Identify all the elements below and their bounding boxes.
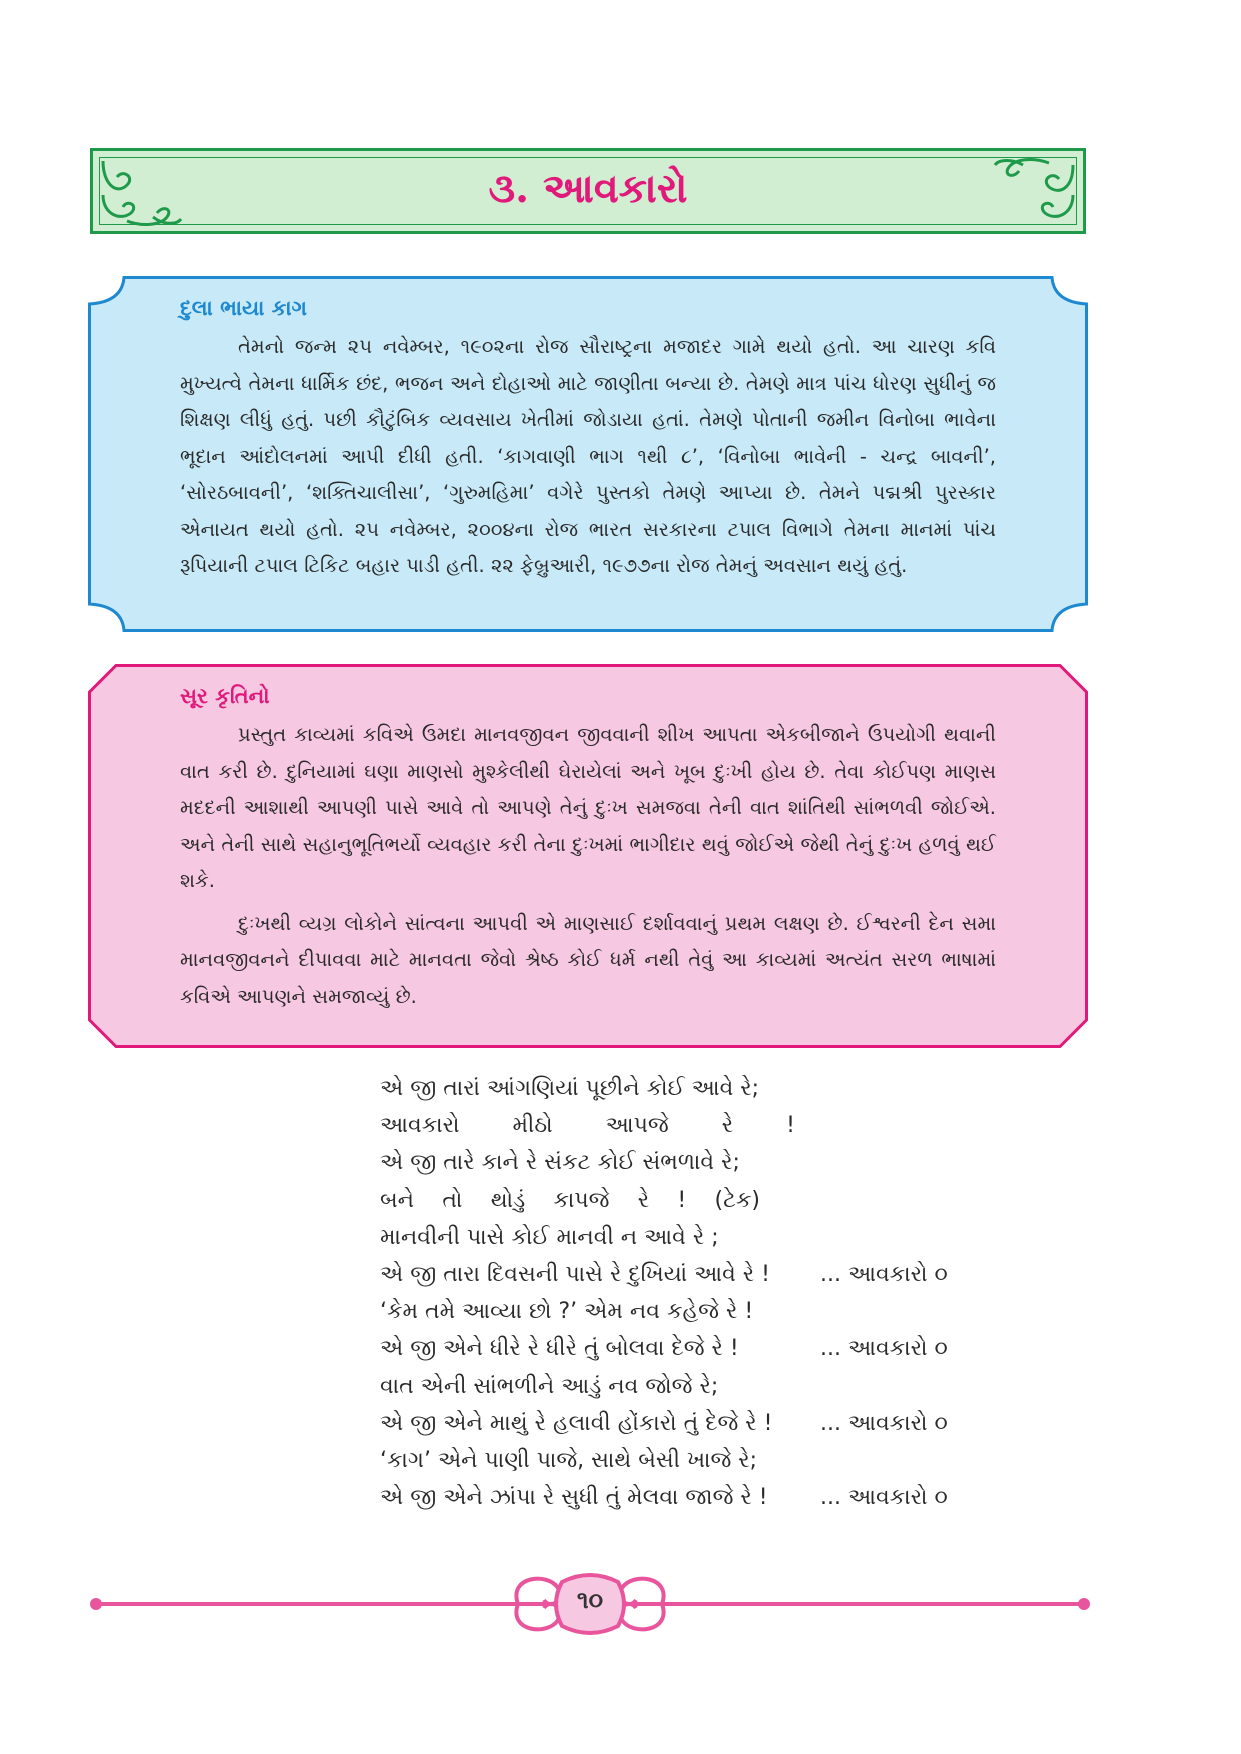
chapter-title: ૩. આવકારો <box>488 165 688 212</box>
poet-name-heading: દુલા ભાયા કાગ <box>180 296 307 320</box>
poem-line-text: માનવીની પાસે કોઈ માનવી ન આવે રે ; <box>380 1224 719 1250</box>
poem-refrain: ... આવકારો ૦ <box>820 1410 948 1436</box>
appreciation-heading: સૂર કૃતિનો <box>180 684 270 708</box>
poem-line <box>380 1293 1000 1330</box>
chapter-title-banner <box>90 148 1086 234</box>
poem <box>380 1070 1000 1516</box>
poem-line <box>380 1107 1000 1144</box>
poem-line-text: બને તો થોડું કાપજે રે ! (ટેક) <box>380 1187 760 1213</box>
appreciation-box <box>88 664 1088 1048</box>
poem-line <box>380 1182 1000 1219</box>
poem-line-text: ‘કેમ તમે આવ્યા છો ?’ એમ નવ કહેજે રે ! <box>380 1299 754 1325</box>
appreciation-paragraph: દુઃખથી વ્યગ્ર લોકોને સાંત્વના આપવી એ માણસાઈ દર્શાવવાનું પ્રથમ લક્ષણ છે. ઈશ્વરની દેન સમા માનવજીવનને દીપાવવા માટે માનવતા જેવો શ્રેષ્ઠ કોઈ ધર્મ નથી તેવું આ કાવ્યમાં અત્યંત સરળ ભાષામાં કવિએ આપણને સમજાવ્યું છે. <box>180 911 996 1008</box>
poem-line <box>380 1330 1000 1367</box>
poem-line-text: એ જી તારા દિવસની પાસે રે દુખિયાં આવે રે ! <box>380 1261 770 1287</box>
page-number: ૧૦ <box>576 1586 604 1614</box>
poem-line-text: એ જી એને ધીરે રે ધીરે તું બોલવા દેજે રે ! <box>380 1336 739 1362</box>
poem-line <box>380 1219 1000 1256</box>
poem-line-text: વાત એની સાંભળીને આડું નવ જોજે રે; <box>380 1373 719 1399</box>
poem-line <box>380 1479 1000 1516</box>
poem-line-text: આવકારો મીઠો આપજે રે ! <box>380 1113 795 1139</box>
appreciation-paragraph: પ્રસ્તુત કાવ્યમાં કવિએ ઉમદા માનવજીવન જીવવાની શીખ આપતા એકબીજાને ઉપયોગી થવાની વાત કરી છે. દુનિયામાં ઘણા માણસો મુશ્કેલીથી ઘેરાયેલાં અને ખૂબ દુઃખી હોય છે. તેવા કોઈપણ માણસ મદદની આશાથી આપણી પાસે આવે તો આપણે તેનું દુઃખ સમજવા તેની વાત શાંતિથી સાંભળવી જોઈએ. અને તેની સાથે સહાનુભૂતિભર્યો વ્યવહાર કરી તેના દુઃખમાં ભાગીદાર થવું જોઈએ જેથી તેનું દુઃખ હળવું થઈ શકે. <box>180 723 996 892</box>
poet-bio-box <box>88 276 1088 632</box>
poem-line <box>380 1405 1000 1442</box>
poem-line-text: ‘કાગ’ એને પાણી પાજે, સાથે બેસી ખાજે રે; <box>380 1447 758 1473</box>
poet-bio-text: તેમનો જન્મ ૨૫ નવેમ્બર, ૧૯૦૨ના રોજ સૌરાષ્ટ્રના મજાદર ગામે થયો હતો. આ ચારણ કવિ મુખ્યત્વે તેમના ધાર્મિક છંદ, ભજન અને દોહાઓ માટે જાણીતા બન્યા છે. તેમણે માત્ર પાંચ ધોરણ સુધીનું જ શિક્ષણ લીધું હતું. પછી કૌટુંબિક વ્યવસાય ખેતીમાં જોડાયા હતાં. તેમણે પોતાની જમીન વિનોબા ભાવેના ભૂદાન આંદોલનમાં આપી દીધી હતી. ‘કાગવાણી ભાગ ૧થી ૮’, ‘વિનોબા ભાવેની - ચન્દ્ર બાવની’, ‘સોરઠબાવની’, ‘શક્તિચાલીસા’, ‘ગુરુમહિમા’ વગેરે પુસ્તકો તેમણે આપ્યા છે. તેમને પદ્મશ્રી પુરસ્કાર એનાયત થયો હતો. ૨૫ નવેમ્બર, ૨૦૦૪ના રોજ ભારત સરકારના ટપાલ વિભાગે તેમના માનમાં પાંચ રૂપિયાની ટપાલ ટિકિટ બહાર પાડી હતી. ૨૨ ફેબ્રુઆરી, ૧૯૭૭ના રોજ તેમનું અવસાન થયું હતું. <box>180 335 996 577</box>
poem-line <box>380 1442 1000 1479</box>
poem-line-text: એ જી એને માથું રે હલાવી હોંકારો તું દેજે રે ! <box>380 1410 773 1436</box>
poem-line <box>380 1368 1000 1405</box>
poem-refrain: ... આવકારો ૦ <box>820 1261 948 1287</box>
poem-line-text: એ જી એને ઝાંપા રે સુધી તું મેલવા જાજે રે ! <box>380 1485 768 1511</box>
page-footer <box>88 1570 1092 1650</box>
poem-line <box>380 1144 1000 1181</box>
poem-line-text: એ જી તારાં આંગણિયાં પૂછીને કોઈ આવે રે; <box>380 1076 760 1101</box>
poem-refrain: ... આવકારો ૦ <box>820 1336 948 1362</box>
poem-line-text: એ જી તારે કાને રે સંકટ કોઈ સંભળાવે રે; <box>380 1150 740 1176</box>
poem-line <box>380 1256 1000 1293</box>
poem-line <box>380 1070 1000 1107</box>
poem-refrain: ... આવકારો ૦ <box>820 1485 948 1511</box>
